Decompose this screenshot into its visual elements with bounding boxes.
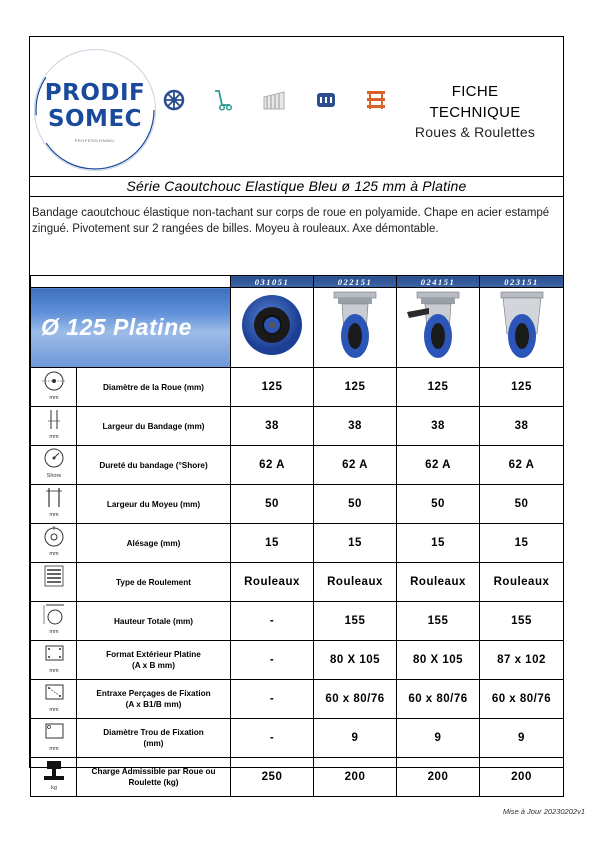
bearing-icon (314, 89, 338, 111)
tread-width-icon (31, 407, 77, 446)
spec-row (31, 758, 564, 797)
spec-value: Rouleaux (314, 563, 397, 602)
spec-value: 50 (231, 485, 314, 524)
hub-width-icon (31, 485, 77, 524)
spec-value: 38 (397, 407, 480, 446)
product-hero-row (31, 288, 564, 368)
spec-value: 15 (397, 524, 480, 563)
wheel-diameter-icon (31, 368, 77, 407)
spec-label: Alésage (mm) (77, 524, 231, 563)
spec-value: 9 (397, 719, 480, 758)
spec-value: 38 (480, 407, 564, 446)
spec-value: 200 (314, 758, 397, 797)
product-photo-fixed (480, 288, 564, 368)
shore-hardness-icon-glyph (38, 446, 70, 479)
spec-value: Rouleaux (231, 563, 314, 602)
spec-label: Diamètre de la Roue (mm) (77, 368, 231, 407)
product-code: 031051 (231, 276, 314, 288)
title-line3: Roues & Roulettes (414, 124, 536, 140)
spec-value: 62 A (480, 446, 564, 485)
spec-row (31, 563, 564, 602)
icon-unit: mm (48, 434, 59, 440)
spec-row (31, 368, 564, 407)
spec-value: 9 (314, 719, 397, 758)
tread-width-icon-glyph (38, 407, 70, 440)
icon-unit: mm (48, 551, 59, 557)
title-line1: FICHE (451, 83, 499, 100)
spec-row (31, 680, 564, 719)
spec-label: Hauteur Totale (mm) (77, 602, 231, 641)
hub-width-icon-glyph (38, 485, 70, 518)
product-code: 023151 (480, 276, 564, 288)
spec-table (30, 275, 564, 797)
hole-spacing-icon-glyph (38, 680, 70, 713)
prodif-somec-logo (34, 49, 156, 171)
spec-value: 155 (314, 602, 397, 641)
brake-caster-photo-icon (397, 288, 479, 362)
shore-hardness-icon (31, 446, 77, 485)
total-height-icon (31, 602, 77, 641)
spec-row (31, 641, 564, 680)
spec-value: 50 (397, 485, 480, 524)
spec-row (31, 719, 564, 758)
product-code: 024151 (397, 276, 480, 288)
spec-value: 125 (231, 368, 314, 407)
wheel-icon (162, 89, 186, 111)
spec-label: Type de Roulement (77, 563, 231, 602)
spec-label: Dureté du bandage (°Shore) (77, 446, 231, 485)
icon-unit: mm (48, 629, 59, 635)
product-description: Bandage caoutchouc élastique non-tachant sur corps de roue en polyamide. Chape en acier estampé zingué. Pivotement sur 2 rangées de billes. Moyeu à rouleaux. Axe démontable. (32, 207, 550, 235)
spec-value: 155 (480, 602, 564, 641)
spec-value: - (231, 602, 314, 641)
fixing-hole-icon (31, 719, 77, 758)
roller-conveyor-icon (262, 89, 286, 111)
spec-value: 50 (314, 485, 397, 524)
product-photo-swivel (314, 288, 397, 368)
spec-value: 15 (231, 524, 314, 563)
logo-tagline: PROFESSIONNEL (74, 138, 116, 143)
hand-truck-icon (210, 89, 234, 111)
spec-value: 87 x 102 (480, 641, 564, 680)
spec-value: 80 X 105 (397, 641, 480, 680)
product-photo-swivel-brake (397, 288, 480, 368)
plate-format-icon-glyph (38, 641, 70, 674)
spec-value: - (231, 680, 314, 719)
load-capacity-icon-glyph (38, 758, 70, 791)
icon-unit: Shore (46, 473, 61, 479)
fixing-hole-icon-glyph (38, 719, 70, 752)
spec-value: 125 (480, 368, 564, 407)
bearing-type-icon (31, 563, 77, 602)
bore-icon (31, 524, 77, 563)
technical-sheet (29, 36, 564, 791)
spec-value: 62 A (314, 446, 397, 485)
hole-spacing-icon (31, 680, 77, 719)
product-title: Ø 125 Platine (31, 288, 231, 368)
spec-label: Charge Admissible par Roue ou Roulette (kg) (77, 758, 231, 797)
icon-unit: mm (48, 746, 59, 752)
spec-value: 125 (397, 368, 480, 407)
spec-value: 200 (397, 758, 480, 797)
fixed-caster-photo-icon (481, 288, 563, 362)
icon-unit: mm (48, 395, 59, 401)
product-photo-wheel (231, 288, 314, 368)
spec-row (31, 524, 564, 563)
logo-line2: SOMEC (47, 106, 143, 132)
spec-value: 38 (231, 407, 314, 446)
spec-label: Diamètre Trou de Fixation (mm) (77, 719, 231, 758)
swivel-caster-photo-icon (314, 288, 396, 362)
spec-row (31, 407, 564, 446)
spec-label: Format Extérieur Platine (A x B mm) (77, 641, 231, 680)
icon-unit: mm (48, 707, 59, 713)
spec-value: - (231, 641, 314, 680)
spec-row (31, 446, 564, 485)
update-note: Mise à Jour 20230202v1 (502, 807, 585, 816)
spec-row (31, 602, 564, 641)
bore-icon-glyph (38, 524, 70, 557)
spec-value: Rouleaux (480, 563, 564, 602)
spec-value: 125 (314, 368, 397, 407)
icon-unit: mm (48, 668, 59, 674)
spec-value: 250 (231, 758, 314, 797)
load-capacity-icon (31, 758, 77, 797)
spec-row (31, 485, 564, 524)
series-title: Série Caoutchouc Elastique Bleu ø 125 mm à Platine (30, 177, 563, 197)
spec-value: 9 (480, 719, 564, 758)
spec-value: 62 A (397, 446, 480, 485)
spec-value: 60 x 80/76 (314, 680, 397, 719)
product-code: 022151 (314, 276, 397, 288)
plate-format-icon (31, 641, 77, 680)
pallet-rack-icon (364, 89, 388, 111)
spec-value: Rouleaux (397, 563, 480, 602)
spec-value: 50 (480, 485, 564, 524)
spec-label: Entraxe Perçages de Fixation (A x B1/B mm) (77, 680, 231, 719)
wheel-diameter-icon-glyph (38, 368, 70, 401)
spec-value: 38 (314, 407, 397, 446)
spec-value: - (231, 719, 314, 758)
spec-value: 200 (480, 758, 564, 797)
icon-unit: kg (50, 785, 57, 791)
product-code-row (31, 276, 564, 288)
spec-label: Largeur du Moyeu (mm) (77, 485, 231, 524)
sheet-header (30, 37, 563, 177)
spec-value: 62 A (231, 446, 314, 485)
total-height-icon-glyph (38, 602, 70, 635)
spec-label: Largeur du Bandage (mm) (77, 407, 231, 446)
spec-value: 15 (314, 524, 397, 563)
document-title (395, 81, 555, 142)
title-line2: TECHNIQUE (429, 104, 521, 121)
wheel-photo-icon (231, 288, 313, 362)
icon-unit: mm (48, 512, 59, 518)
spec-value: 60 x 80/76 (397, 680, 480, 719)
logo-line1: PRODIF (44, 80, 146, 106)
spec-value: 155 (397, 602, 480, 641)
bearing-type-icon-glyph (38, 563, 70, 596)
spec-value: 80 X 105 (314, 641, 397, 680)
spec-value: 15 (480, 524, 564, 563)
spec-value: 60 x 80/76 (480, 680, 564, 719)
